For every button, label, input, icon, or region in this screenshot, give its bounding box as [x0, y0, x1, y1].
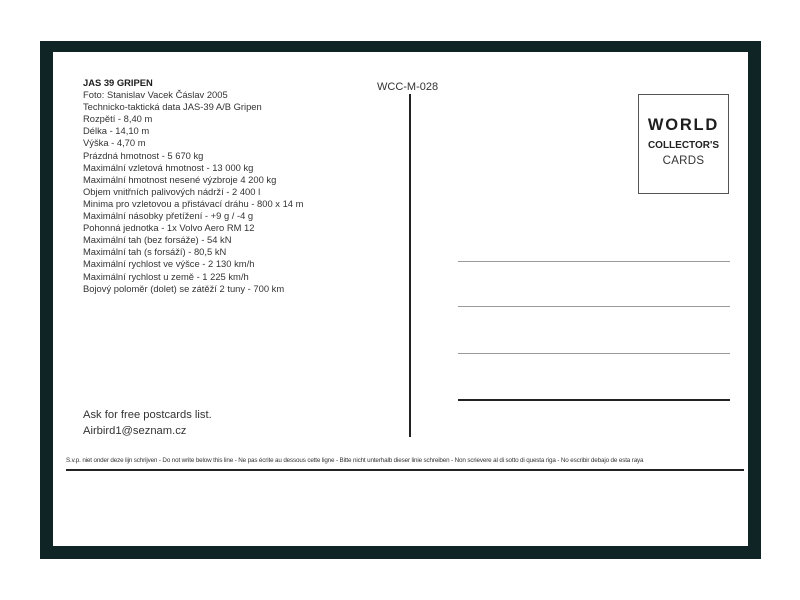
spec-line: Bojový poloměr (dolet) se zátěží 2 tuny - 700 km — [83, 282, 285, 294]
spec-line: Rozpětí - 8,40 m — [83, 113, 153, 125]
spec-line: Objem vnitřních palivových nádrží - 2 400 l — [83, 185, 261, 197]
aircraft-specs — [83, 77, 383, 295]
spec-line: Maximální rychlost u země - 1 225 km/h — [83, 270, 249, 282]
specs-title: JAS 39 GRIPEN — [83, 77, 153, 88]
stamp-line-collectors: COLLECTOR'S — [647, 140, 720, 151]
stamp-box — [638, 94, 729, 194]
card-code: WCC-M-028 — [377, 81, 439, 93]
spec-line: Minima pro vzletovou a přistávací dráhu - 800 x 14 m — [83, 197, 304, 209]
address-line — [458, 261, 730, 262]
spec-line: Maximální tah (s forsáží) - 80,5 kN — [83, 246, 227, 258]
spec-line: Maximální hmotnost nesené výzbroje 4 200 kg — [83, 173, 277, 185]
address-line — [458, 306, 730, 307]
spec-line: Maximální násobky přetížení - +9 g / -4 g — [83, 210, 254, 222]
spec-line: Pohonná jednotka - 1x Volvo Aero RM 12 — [83, 222, 255, 234]
spec-line: Výška - 4,70 m — [83, 137, 146, 149]
contact-email: Airbird1@seznam.cz — [83, 424, 187, 437]
center-divider — [409, 94, 411, 437]
spec-line: Maximální tah (bez forsáže) - 54 kN — [83, 234, 232, 246]
contact-info — [83, 408, 212, 439]
address-line — [458, 353, 730, 354]
spec-line: Prázdná hmotnost - 5 670 kg — [83, 149, 204, 161]
photo-credit: Foto: Stanislav Vacek Čáslav 2005 — [83, 89, 228, 101]
spec-line: Délka - 14,10 m — [83, 125, 150, 137]
spec-line: Maximální rychlost ve výšce - 2 130 km/h — [83, 258, 255, 270]
spec-line: Maximální vzletová hmotnost - 13 000 kg — [83, 161, 254, 173]
stamp-line-cards: CARDS — [662, 155, 705, 167]
stamp-line-world: WORLD — [647, 116, 720, 134]
bottom-rule — [66, 469, 744, 471]
specs-heading: Technicko-taktická data JAS-39 A/B Gripen — [83, 101, 262, 113]
postcards-list-note: Ask for free postcards list. — [83, 409, 212, 421]
address-line — [458, 399, 730, 401]
do-not-write-notice: S.v.p. niet onder deze lijn schrijven - Do not write below this line - Ne pas écrite au dessous cette ligne - Bitte nicht unterhalb dieser linie schreiben - Non scrievere al di sotto di questa riga - No escribir debajo de esta raya — [66, 457, 644, 464]
